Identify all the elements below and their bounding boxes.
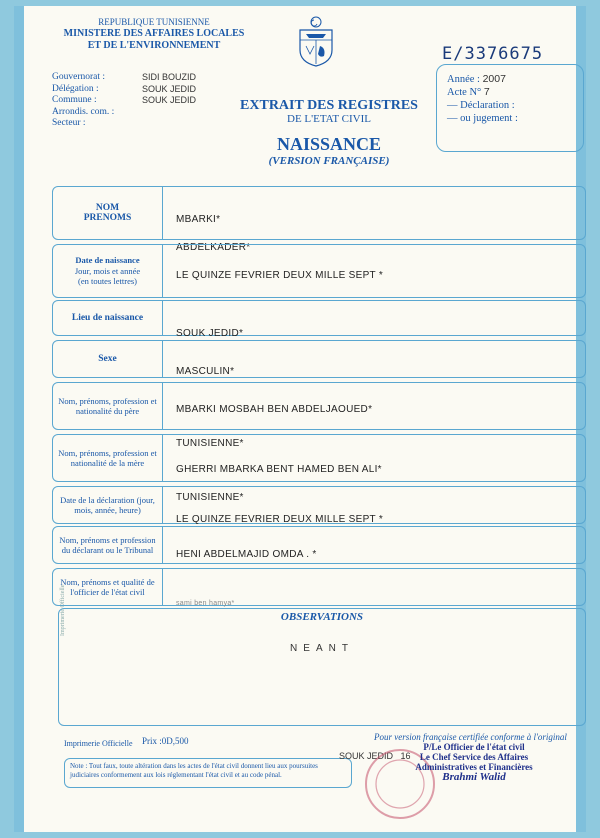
date-day-value: 16 (400, 751, 411, 761)
legal-note: Note : Tout faux, toute altération dans les actes de l'état civil donnent lieu aux poursuites judiciaires conformement aux lois réglementant l'état civil et au code pénal. (64, 758, 352, 788)
registration-number: E/3376675 (442, 44, 544, 64)
certification-text: Pour version française certifiée conforme à l'original (374, 732, 567, 742)
acte-info-box (436, 64, 584, 152)
secteur-label: Secteur : (52, 118, 86, 128)
lieu-label: Lieu de naissance (53, 301, 163, 335)
imprimerie-label: Imprimerie Officielle (64, 739, 133, 748)
tunisia-coat-of-arms-icon (292, 16, 340, 68)
birth-certificate-page (14, 6, 586, 832)
delegation-label: Délégation : (52, 83, 99, 94)
field-nom-prenoms (52, 186, 586, 240)
field-declarant (52, 526, 586, 564)
field-sexe (52, 340, 586, 378)
mere-nationality-value: TUNISIENNE* (176, 492, 244, 503)
price-label: Prix :0D,500 (142, 736, 189, 746)
administrative-info (52, 72, 196, 130)
officier-label: Nom, prénoms et qualité de l'officier de l'état civil (53, 569, 163, 605)
observations-box (58, 608, 586, 726)
prenoms-label: PRENOMS (83, 213, 132, 223)
prenoms-value: ABDELKADER* (176, 242, 251, 253)
sign-line-2: Le Chef Service des Affaires (419, 752, 529, 762)
acte-value: 7 (483, 86, 490, 98)
annee-label: Année : (447, 74, 480, 85)
nom-value: MBARKI* (176, 214, 221, 225)
lieu-value: SOUK JEDID* (176, 328, 244, 339)
pere-label: Nom, prénoms, profession et nationalité du père (53, 383, 163, 429)
mere-value: GHERRI MBARKA BENT HAMED BEN ALI* (176, 464, 382, 475)
declaration-label: — Déclaration : (447, 100, 515, 111)
sign-line-3: Administratives et Financières (415, 762, 533, 772)
mere-label: Nom, prénoms, profession et nationalité de la mère (53, 435, 163, 481)
nom-label: NOM (95, 202, 120, 213)
ministry-header (54, 16, 254, 52)
field-officier (52, 568, 586, 606)
sexe-value: MASCULIN* (176, 366, 235, 377)
side-print-mark: Imprimerie Officielle (60, 584, 66, 636)
place-value: SOUK JEDID (339, 751, 394, 761)
date-naissance-label: Date de naissance (75, 255, 140, 266)
gouvernorat-value: SIDI BOUZID (142, 72, 197, 82)
document-title (214, 98, 444, 167)
declarant-value: HENI ABDELMAJID OMDA . * (176, 549, 317, 560)
date-naissance-value: LE QUINZE FEVRIER DEUX MILLE SEPT * (176, 270, 384, 281)
gouvernorat-label: Gouvernorat : (52, 72, 106, 82)
declaration-date-value: LE QUINZE FEVRIER DEUX MILLE SEPT * (176, 514, 384, 525)
declaration-date-label: Date de la déclaration (jour, mois, année, heure) (53, 487, 163, 523)
signature-block (394, 742, 554, 782)
pere-value: MBARKI MOSBAH BEN ABDELJAOUED* (176, 404, 373, 415)
observations-value: NEANT (290, 643, 354, 654)
arrondissement-label: Arrondis. com. : (52, 106, 115, 117)
ministry-line-2: ET DE L'ENVIRONNEMENT (87, 40, 221, 51)
sign-name: Brahmi Walid (442, 771, 506, 783)
declarant-label: Nom, prénoms et profession du déclarant ou le Tribunal (53, 527, 163, 563)
jugement-label: — ou jugement : (447, 113, 518, 124)
date-naissance-sub2: (en toutes lettres) (77, 276, 137, 287)
date-naissance-sub: Jour, mois et année (74, 265, 141, 276)
observations-title: OBSERVATIONS (280, 611, 364, 623)
pere-nationality-value: TUNISIENNE* (176, 438, 244, 449)
commune-label: Commune : (52, 95, 97, 105)
acte-label: Acte N° (447, 87, 482, 98)
title-line-1: EXTRAIT DES REGISTRES (240, 98, 418, 113)
sign-line-1: P/Le Officier de l'état civil (423, 742, 525, 752)
annee-value: 2007 (482, 73, 506, 85)
delegation-value: SOUK JEDID (142, 83, 197, 94)
title-line-3: NAISSANCE (276, 134, 382, 154)
officier-value: sami ben hamya* (176, 600, 235, 607)
title-line-2: DE L'ETAT CIVIL (287, 113, 371, 125)
field-lieu-naissance (52, 300, 586, 336)
ministry-line-1: MINISTERE DES AFFAIRES LOCALES (63, 28, 245, 39)
republic-label: REPUBLIQUE TUNISIENNE (98, 17, 210, 27)
commune-value: SOUK JEDID (142, 95, 197, 105)
sexe-label: Sexe (53, 341, 163, 377)
title-line-4: (VERSION FRANÇAISE) (268, 155, 390, 167)
